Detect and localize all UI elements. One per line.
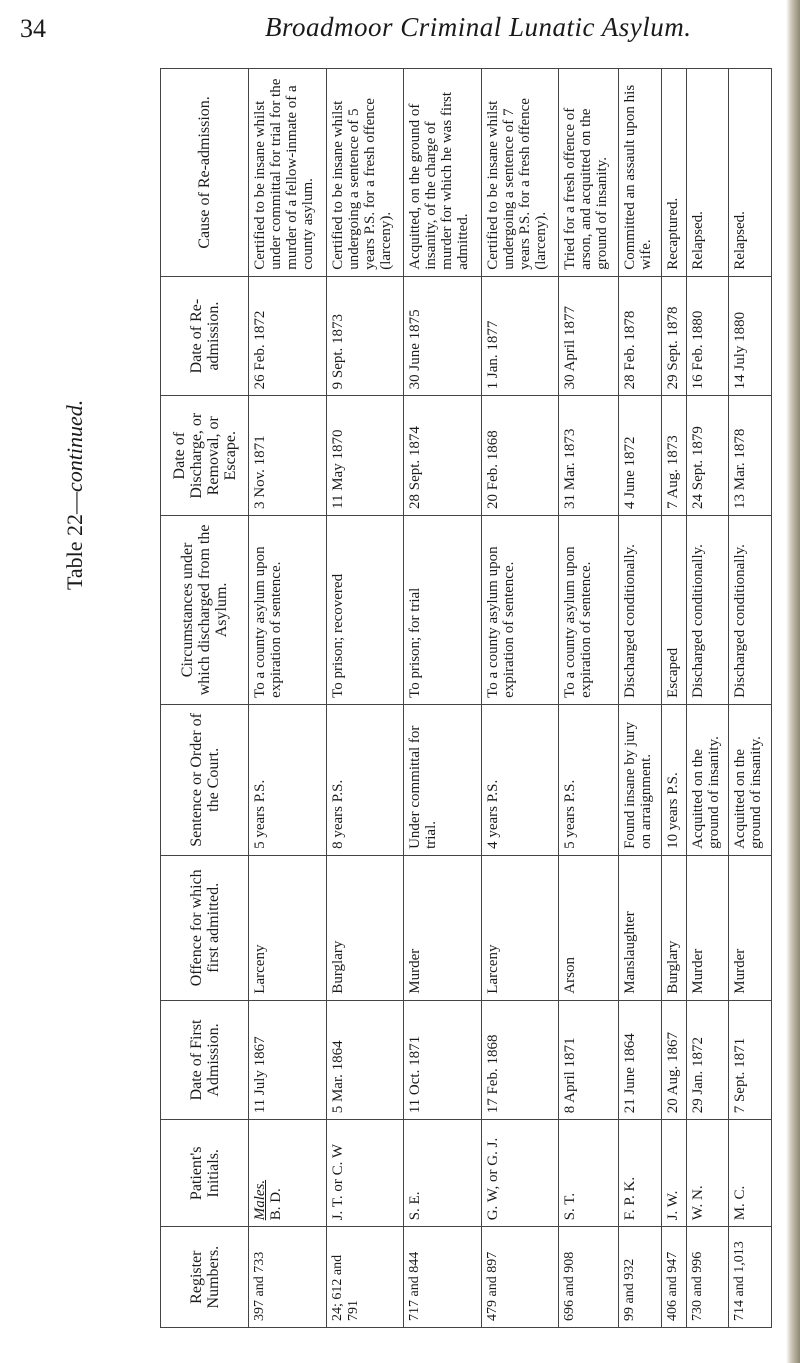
cell-text: 9 Sept. 1873 [329, 313, 346, 390]
cell-text: 479 and 897 [484, 1251, 500, 1321]
cell-cause-readmission [404, 69, 482, 277]
cell-text: 4 June 1872 [622, 436, 639, 509]
cell-date-discharge [249, 396, 327, 516]
cell-text: Certified to be insane whilst undergoing a sentence of 7 years P.S. for a fresh offence (larceny). [484, 98, 549, 270]
cell-text: 7 Sept. 1871 [732, 1037, 749, 1114]
cell-text: 11 May 1870 [329, 429, 346, 509]
cell-text: 730 and 996 [689, 1251, 705, 1321]
cell-discharge-circumstances [404, 515, 482, 704]
column-header-discharge-circumstances: Circumstances under which discharged from the Asylum. [161, 515, 249, 704]
cell-text: F. P. K. [622, 1176, 639, 1221]
cell-text: Committed an assault upon his wife. [622, 84, 655, 270]
cell-text: 21 June 1864 [622, 1033, 639, 1114]
cell-sentence [326, 704, 404, 855]
cell-register-numbers [481, 1227, 559, 1328]
cell-text: B. D. [268, 1188, 284, 1221]
cell-register-numbers [404, 1227, 482, 1328]
cell-text: 3 Nov. 1871 [252, 435, 268, 509]
cell-offence [686, 855, 729, 1000]
cell-date-readmission [249, 276, 327, 396]
cell-cause-readmission [619, 69, 662, 277]
cell-text: 406 and 947 [664, 1251, 680, 1321]
cell-text: 5 Mar. 1864 [329, 1040, 346, 1114]
cell-text: 29 Jan. 1872 [689, 1037, 706, 1114]
cell-text: 29 Sept. 1878 [664, 306, 681, 390]
cell-patient-initials [619, 1120, 662, 1227]
cell-text: To a county asylum upon expiration of sentence. [562, 546, 595, 698]
cell-sentence [661, 704, 686, 855]
cell-date-readmission [404, 276, 482, 396]
table-row [729, 69, 772, 1328]
cell-text: M. C. [732, 1185, 749, 1221]
cell-text: Certified to be insane whilst undergoing a sentence of 5 years P.S. for a fresh offence (larceny). [329, 98, 394, 270]
table-row [249, 69, 327, 1328]
cell-offence [619, 855, 662, 1000]
cell-text: 24 Sept. 1879 [689, 426, 706, 509]
cell-text: 696 and 908 [562, 1251, 578, 1321]
cell-text: 714 and 1,013 [732, 1241, 748, 1321]
cell-text: To prison; for trial [407, 587, 424, 698]
cell-date-first-admission [619, 1000, 662, 1120]
cell-text: W. N. [689, 1185, 706, 1221]
cell-date-discharge [326, 396, 404, 516]
cell-text: Discharged conditionally. [732, 544, 749, 698]
cell-register-numbers [729, 1227, 772, 1328]
cell-text: 14 July 1880 [732, 311, 749, 390]
rotated-table-wrapper [160, 68, 772, 1328]
cell-text: 17 Feb. 1868 [484, 1034, 501, 1114]
cell-date-first-admission [559, 1000, 619, 1120]
cell-register-numbers [619, 1227, 662, 1328]
cell-text: Discharged conditionally. [689, 544, 706, 698]
cell-text: Relapsed. [689, 211, 706, 270]
cell-text: G. W, or G. J. [484, 1137, 501, 1221]
table-row [619, 69, 662, 1328]
cell-offence [729, 855, 772, 1000]
cell-text: 1 Jan. 1877 [484, 320, 501, 390]
cell-text: Found insane by jury on arraignment. [622, 721, 655, 849]
cell-patient-initials [481, 1120, 559, 1227]
cell-text: Acquitted on the ground of insanity. [689, 736, 722, 849]
cell-date-readmission [481, 276, 559, 396]
cell-text: Larceny [484, 944, 501, 994]
cell-text: Murder [689, 948, 706, 994]
group-heading: Males. [252, 1179, 268, 1221]
table-row [404, 69, 482, 1328]
cell-patient-initials [661, 1120, 686, 1227]
cell-text: 20 Aug. 1867 [664, 1032, 681, 1114]
running-head: Broadmoor Criminal Lunatic Asylum. [265, 12, 692, 42]
cell-text: 717 and 844 [407, 1251, 423, 1321]
cell-text: Burglary [329, 940, 346, 994]
column-header-date-first-admission: Date of First Admission. [161, 1000, 249, 1120]
cell-text: To prison; recovered [329, 573, 346, 698]
cell-text: 26 Feb. 1872 [252, 310, 268, 390]
table-body [249, 69, 772, 1328]
cell-text: 31 Mar. 1873 [562, 428, 579, 509]
cell-date-readmission [326, 276, 404, 396]
cell-offence [404, 855, 482, 1000]
column-header-sentence: Sentence or Order of the Court. [161, 704, 249, 855]
cell-patient-initials [686, 1120, 729, 1227]
cell-cause-readmission [661, 69, 686, 277]
cell-text: Escaped [664, 647, 681, 698]
cell-register-numbers [559, 1227, 619, 1328]
cell-cause-readmission [559, 69, 619, 277]
page-number: 34 [20, 14, 46, 43]
column-header-date-readmission: Date of Re-admission. [161, 276, 249, 396]
cell-date-discharge [729, 396, 772, 516]
cell-text: 28 Sept. 1874 [407, 426, 424, 509]
cell-date-discharge [619, 396, 662, 516]
cell-text: 30 April 1877 [562, 306, 579, 390]
cell-cause-readmission [729, 69, 772, 277]
cell-text: 8 April 1871 [562, 1037, 579, 1114]
cell-sentence [619, 704, 662, 855]
cell-cause-readmission [326, 69, 404, 277]
column-header-patient-initials: Patient's Initials. [161, 1120, 249, 1227]
cell-date-first-admission [686, 1000, 729, 1120]
table-row [559, 69, 619, 1328]
cell-text: 13 Mar. 1878 [732, 428, 749, 509]
cell-date-discharge [481, 396, 559, 516]
table-row [661, 69, 686, 1328]
cell-cause-readmission [249, 69, 327, 277]
cell-text: Larceny [252, 944, 268, 994]
cell-discharge-circumstances [686, 515, 729, 704]
cell-offence [559, 855, 619, 1000]
cell-text: J. T. or C. W [329, 1144, 346, 1221]
header-row [161, 69, 249, 1328]
cell-date-discharge [661, 396, 686, 516]
cell-text: 16 Feb. 1880 [689, 310, 706, 390]
table-row [686, 69, 729, 1328]
cell-date-readmission [619, 276, 662, 396]
cell-text: 30 June 1875 [407, 309, 424, 390]
cell-sentence [249, 704, 327, 855]
cell-text: S. E. [407, 1191, 424, 1221]
cell-discharge-circumstances [249, 515, 327, 704]
cell-text: Burglary [664, 940, 681, 994]
table-label-suffix: continued. [62, 399, 87, 492]
cell-text: 11 Oct. 1871 [407, 1035, 424, 1114]
cell-text: 397 and 733 [252, 1251, 267, 1321]
page-edge [786, 0, 800, 1363]
cell-text: 10 years P.S. [664, 772, 681, 849]
table-label-prefix: Table 22 [62, 513, 87, 590]
cell-patient-initials [729, 1120, 772, 1227]
cell-date-readmission [661, 276, 686, 396]
cell-date-discharge [686, 396, 729, 516]
cell-text: Certified to be insane whilst under committal for trial for the murder of a fellow-inmate of a county asylum. [252, 78, 316, 270]
table-label: Table 22—continued. [62, 399, 87, 590]
column-header-date-discharge: Date of Discharge, or Removal, or Escape. [161, 396, 249, 516]
cell-text: Arson [562, 957, 579, 994]
cell-sentence [686, 704, 729, 855]
cell-date-first-admission [404, 1000, 482, 1120]
cell-discharge-circumstances [661, 515, 686, 704]
cell-text: Tried for a fresh offence of arson, and acquitted on the ground of insanity. [562, 107, 611, 270]
cell-patient-initials [249, 1120, 327, 1227]
readmission-table [160, 68, 772, 1328]
cell-text: 99 and 932 [622, 1258, 638, 1321]
cell-date-readmission [686, 276, 729, 396]
column-header-offence: Offence for which first admitted. [161, 855, 249, 1000]
cell-date-first-admission [661, 1000, 686, 1120]
cell-patient-initials [559, 1120, 619, 1227]
cell-offence [661, 855, 686, 1000]
cell-text: Discharged conditionally. [622, 544, 639, 698]
cell-text: S. T. [562, 1192, 579, 1221]
cell-sentence [481, 704, 559, 855]
cell-discharge-circumstances [619, 515, 662, 704]
cell-text: Relapsed. [732, 211, 749, 270]
column-header-register-numbers: Register Numbers. [161, 1227, 249, 1328]
cell-date-discharge [404, 396, 482, 516]
cell-text: 8 years P.S. [329, 779, 346, 849]
cell-text: To a county asylum upon expiration of sentence. [252, 546, 284, 698]
cell-sentence [729, 704, 772, 855]
cell-offence [326, 855, 404, 1000]
cell-offence [481, 855, 559, 1000]
cell-text: Murder [732, 948, 749, 994]
column-header-cause-readmission: Cause of Re-admission. [161, 69, 249, 277]
cell-register-numbers [686, 1227, 729, 1328]
cell-patient-initials [326, 1120, 404, 1227]
cell-text: J. W. [664, 1190, 681, 1221]
cell-sentence [404, 704, 482, 855]
cell-cause-readmission [686, 69, 729, 277]
cell-text: Manslaughter [622, 911, 639, 994]
table-row [481, 69, 559, 1328]
cell-text: 28 Feb. 1878 [622, 310, 639, 390]
cell-text: 20 Feb. 1868 [484, 430, 501, 509]
cell-date-first-admission [481, 1000, 559, 1120]
cell-date-first-admission [249, 1000, 327, 1120]
cell-discharge-circumstances [326, 515, 404, 704]
cell-text: Acquitted on the ground of insanity. [732, 736, 765, 849]
cell-text: 11 July 1867 [252, 1036, 268, 1114]
cell-patient-initials [404, 1120, 482, 1227]
cell-date-first-admission [326, 1000, 404, 1120]
cell-text: Acquitted, on the ground of insanity, of the charge of murder for which he was first admitted. [407, 91, 472, 270]
cell-offence [249, 855, 327, 1000]
cell-date-readmission [559, 276, 619, 396]
cell-text: Murder [407, 948, 424, 994]
cell-text: 4 years P.S. [484, 779, 501, 849]
cell-cause-readmission [481, 69, 559, 277]
cell-register-numbers [661, 1227, 686, 1328]
cell-date-readmission [729, 276, 772, 396]
cell-sentence [559, 704, 619, 855]
cell-text: 24; 612 and 791 [329, 1254, 361, 1321]
cell-text: 5 years P.S. [252, 779, 268, 849]
cell-text: 5 years P.S. [562, 779, 579, 849]
cell-register-numbers [326, 1227, 404, 1328]
cell-register-numbers [249, 1227, 327, 1328]
cell-date-discharge [559, 396, 619, 516]
table-row [326, 69, 404, 1328]
cell-discharge-circumstances [729, 515, 772, 704]
cell-text: Under committal for trial. [407, 725, 440, 849]
cell-text: 7 Aug. 1873 [664, 435, 681, 509]
cell-date-first-admission [729, 1000, 772, 1120]
cell-text: To a county asylum upon expiration of sentence. [484, 546, 517, 698]
cell-discharge-circumstances [481, 515, 559, 704]
cell-text: Recaptured. [664, 197, 681, 270]
cell-discharge-circumstances [559, 515, 619, 704]
